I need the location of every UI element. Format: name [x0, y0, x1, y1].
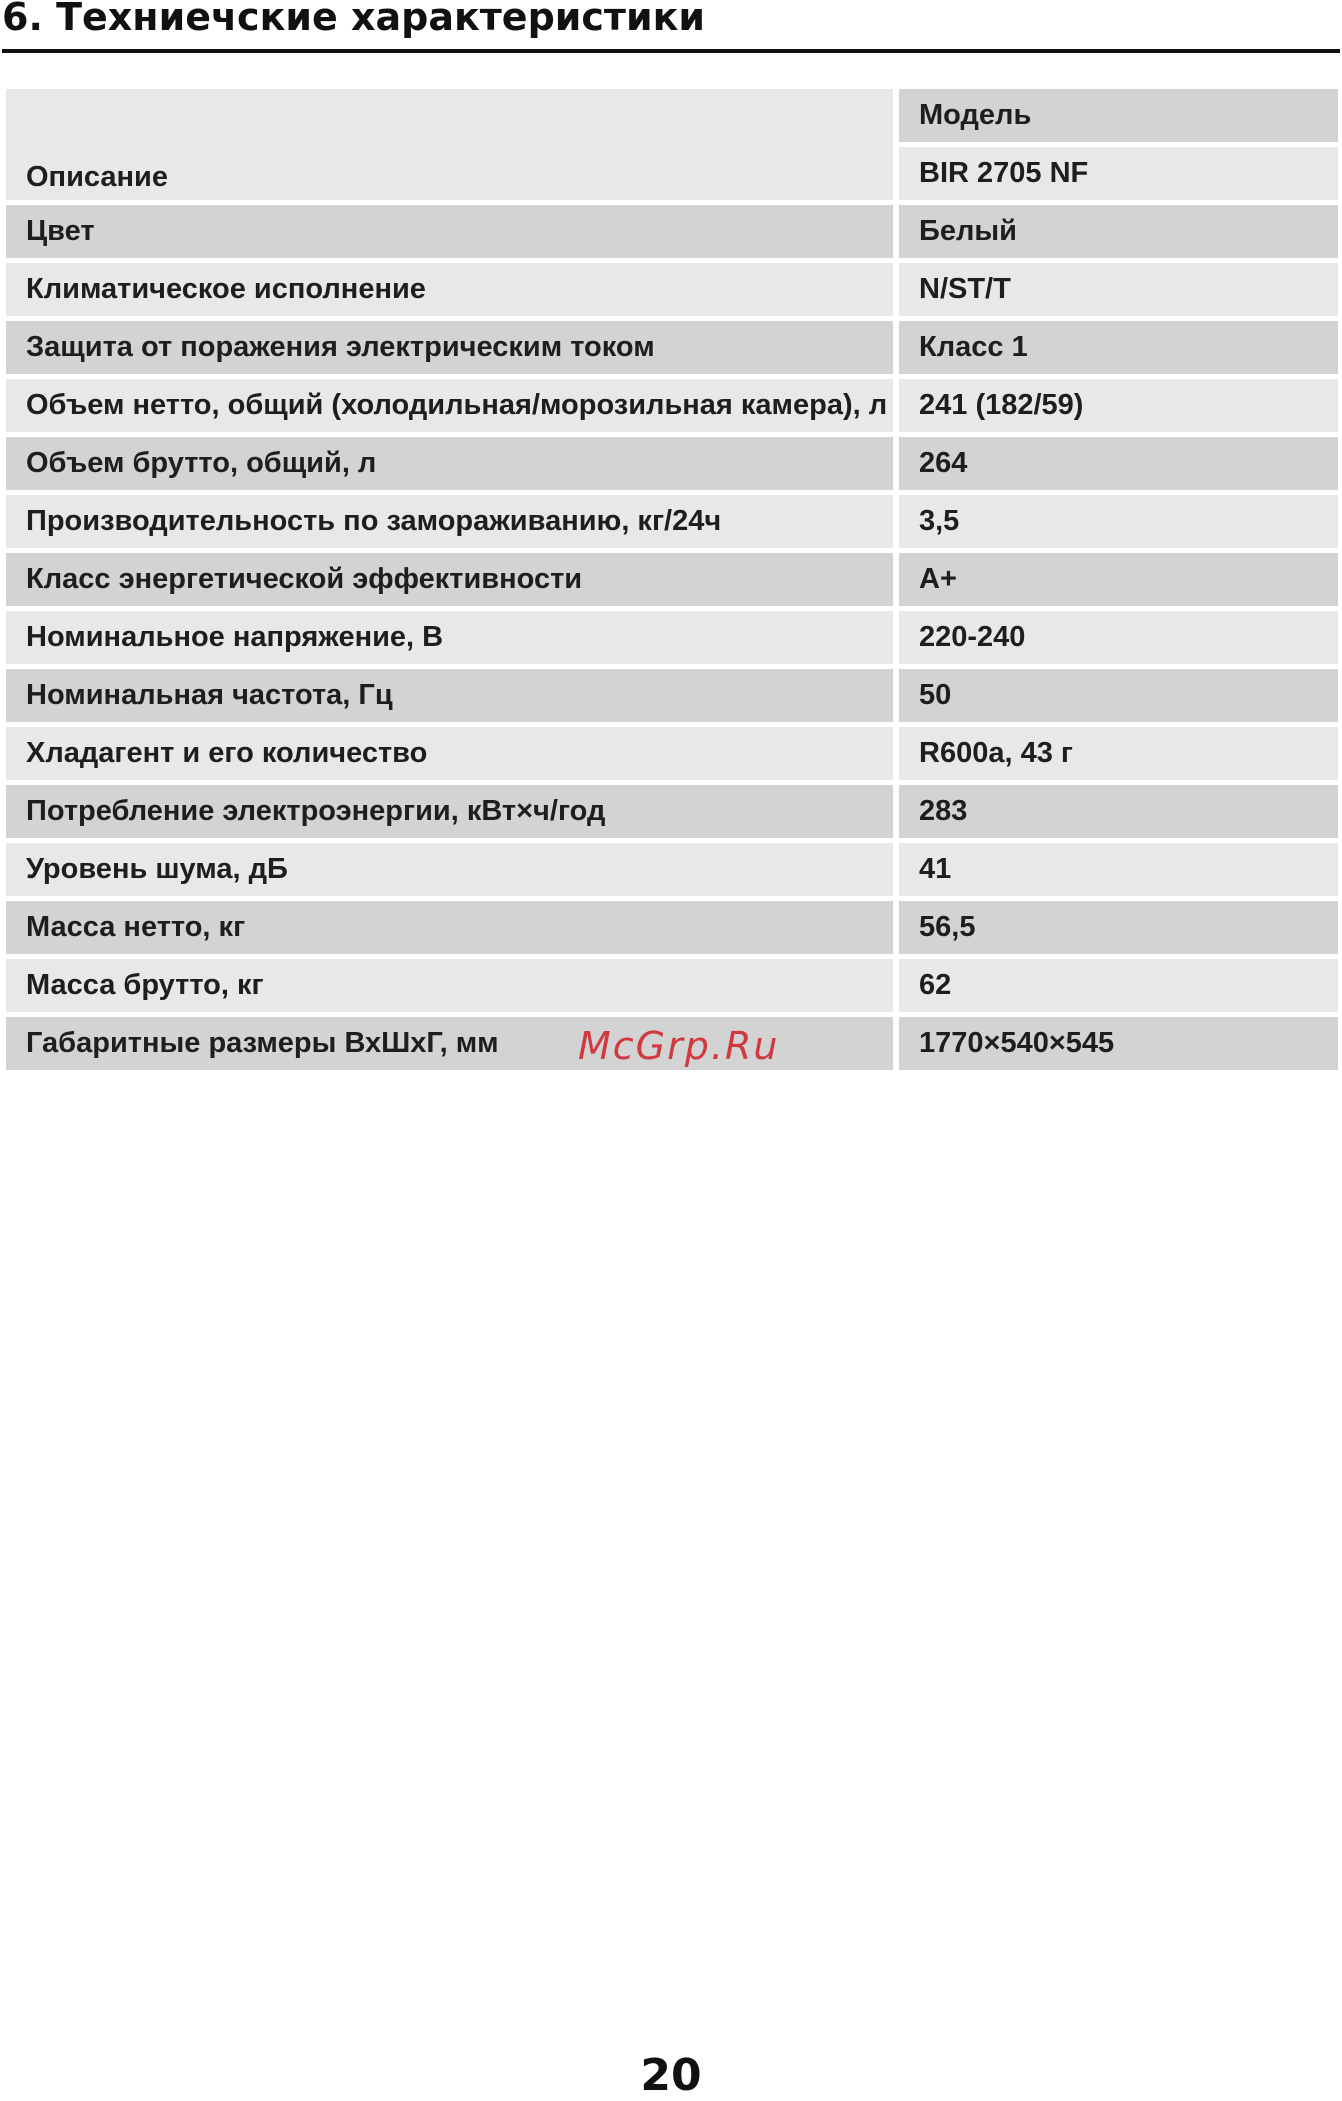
- table-row: [6, 553, 1338, 606]
- spec-value: Класс 1: [899, 321, 1338, 374]
- table-row: [6, 843, 1338, 896]
- spec-rows: [6, 205, 1338, 1070]
- spec-label: Потребление электроэнергии, кВт×ч/год: [6, 785, 893, 838]
- spec-label: Уровень шума, дБ: [6, 843, 893, 896]
- table-row: [6, 321, 1338, 374]
- spec-value: 220-240: [899, 611, 1338, 664]
- model-header-label: Модель: [899, 89, 1338, 142]
- table-row: [6, 205, 1338, 258]
- description-header-label: Описание: [26, 161, 168, 193]
- spec-value: 56,5: [899, 901, 1338, 954]
- spec-value: Белый: [899, 205, 1338, 258]
- table-header-row: [6, 89, 1338, 200]
- spec-value: 50: [899, 669, 1338, 722]
- spec-label: Объем нетто, общий (холодильная/морозильная камера), л: [6, 379, 893, 432]
- table-row: [6, 669, 1338, 722]
- spec-label: Номинальное напряжение, В: [6, 611, 893, 664]
- spec-value: 62: [899, 959, 1338, 1012]
- spec-label: Масса брутто, кг: [6, 959, 893, 1012]
- section-title: 6. Техниечские характеристики: [2, 0, 705, 39]
- table-row: [6, 263, 1338, 316]
- spec-value: N/ST/T: [899, 263, 1338, 316]
- spec-value: 264: [899, 437, 1338, 490]
- spec-label: Номинальная частота, Гц: [6, 669, 893, 722]
- table-row: [6, 437, 1338, 490]
- spec-label: Климатическое исполнение: [6, 263, 893, 316]
- table-row: [6, 727, 1338, 780]
- spec-value: A+: [899, 553, 1338, 606]
- spec-label: Цвет: [6, 205, 893, 258]
- spec-table: [6, 89, 1338, 1075]
- title-divider: [2, 49, 1340, 53]
- description-header-cell: [6, 89, 893, 200]
- spec-value: 1770×540×545: [899, 1017, 1338, 1070]
- table-row: [6, 495, 1338, 548]
- model-header-column: [899, 89, 1338, 200]
- spec-label: Объем брутто, общий, л: [6, 437, 893, 490]
- table-row: [6, 379, 1338, 432]
- table-row: [6, 901, 1338, 954]
- page-number: 20: [640, 2050, 702, 2101]
- spec-value: R600a, 43 г: [899, 727, 1338, 780]
- model-header-value: BIR 2705 NF: [899, 147, 1338, 200]
- spec-label: Класс энергетической эффективности: [6, 553, 893, 606]
- spec-label: Масса нетто, кг: [6, 901, 893, 954]
- table-row: [6, 959, 1338, 1012]
- spec-value: 241 (182/59): [899, 379, 1338, 432]
- spec-label: Защита от поражения электрическим током: [6, 321, 893, 374]
- spec-value: 3,5: [899, 495, 1338, 548]
- spec-label: Габаритные размеры ВхШхГ, мм: [6, 1017, 893, 1070]
- table-row: [6, 785, 1338, 838]
- watermark-text: McGrp.Ru: [578, 1024, 780, 1068]
- spec-label: Хладагент и его количество: [6, 727, 893, 780]
- spec-label: Производительность по замораживанию, кг/24ч: [6, 495, 893, 548]
- spec-value: 283: [899, 785, 1338, 838]
- table-row: [6, 611, 1338, 664]
- spec-value: 41: [899, 843, 1338, 896]
